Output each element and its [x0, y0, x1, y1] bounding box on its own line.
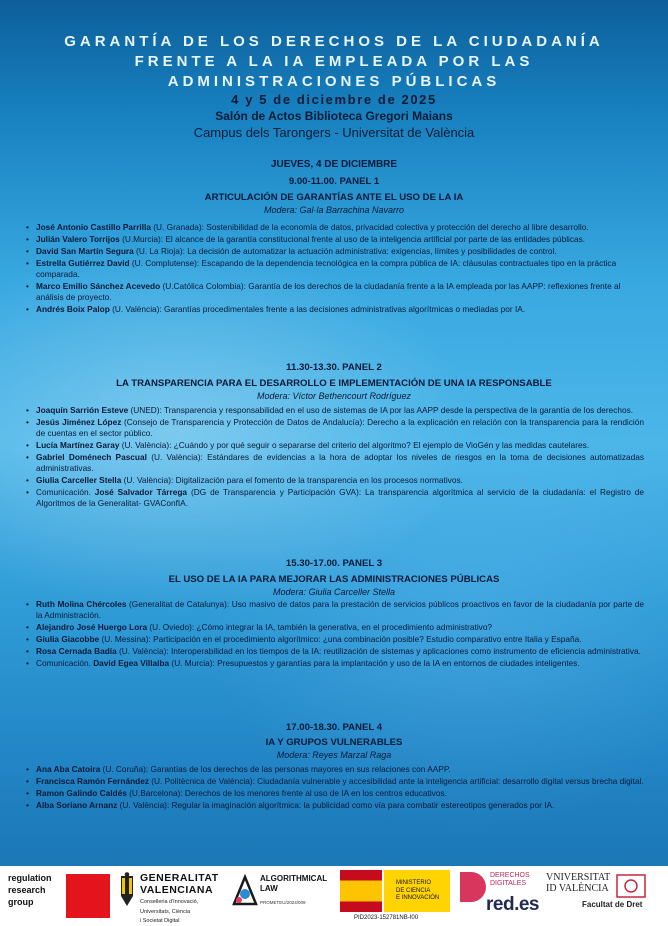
panel-time: 17.00-18.30. PANEL 4 — [285, 722, 383, 733]
panel-3-header — [0, 557, 668, 599]
panel-title: EL USO DE LA IA PARA MEJORAR LAS ADMINISTRACIONES PÚBLICAS — [168, 574, 500, 585]
ministerio-ciencia-logo — [340, 868, 452, 914]
panel-time: 9.00-11.00. PANEL 1 — [288, 176, 380, 187]
gv-crest-icon — [118, 872, 136, 912]
panel-moderator: Modera: Giulia Carceller Stella — [272, 587, 396, 597]
speaker-item: • Alba Soriano Arnanz (U. València): Regular la imaginación algorítmica: la publicidad como vía para combatir estereotipos generados por IA. — [24, 800, 644, 811]
panel-4-speakers — [24, 764, 644, 812]
panel-2-speakers — [24, 405, 644, 510]
speaker-item: • Francisca Ramón Fernández (U. Politècnica de València): Ciudadanía vulnerable y accesibilidad ante la inteligencia artificial: desarrollo digital versus brecha digital. — [24, 776, 644, 787]
event-campus: Campus dels Tarongers - Universitat de València — [193, 125, 475, 140]
panel-1-header — [0, 158, 668, 217]
ministerio-label: MINISTERIO DE CIENCIA E INNOVACIÓN — [384, 870, 450, 912]
panel-4-header — [0, 721, 668, 762]
title-line-3: ADMINISTRACIONES PÚBLICAS — [167, 73, 501, 90]
speaker-item: • Julián Valero Torrijos (U.Murcia): El alcance de la garantía constitucional frente al uso de la inteligencia artificial por parte de las entidades públicas. — [24, 234, 644, 245]
title-line-2: FRENTE A LA IA EMPLEADA POR LAS — [134, 53, 534, 70]
panel-moderator: Modera: Gal·la Barrachina Navarro — [263, 205, 405, 215]
speaker-item: • Giulia Carceller Stella (U. València): Digitalización para el fomento de la transparencia en los procesos normativos. — [24, 475, 644, 486]
speaker-item: • Comunicación. José Salvador Tárrega (DG de Transparencia y Participación GVA): La transparencia algorítmica al servicio de la ciudadanía: el Registro de Algoritmos de la Generalitat- GVAConfIA. — [24, 487, 644, 509]
speaker-item: • Marco Emilio Sánchez Acevedo (U.Católica Colombia): Garantía de los derechos de la ciudadanía frente a la IA empleada por las AAPP: reflexiones frente al análisis de proyecto. — [24, 281, 644, 303]
panel-time: 11.30-13.30. PANEL 2 — [286, 362, 382, 373]
speaker-item: • Comunicación. David Egea Villalba (U. Murcia): Presupuestos y garantías para la implantación y uso de la IA en entornos de ciudades inteligentes. — [24, 658, 644, 669]
panel-2-header — [0, 361, 668, 403]
generalitat-valenciana-logo: GENERALITAT VALENCIANA Conselleria d'Innovació, Universitats, Ciència i Societat Digital — [118, 872, 219, 925]
sponsor-footer — [0, 866, 668, 926]
panel-title: LA TRANSPARENCIA PARA EL DESARROLLO E IMPLEMENTACIÓN DE UNA IA RESPONSABLE — [116, 378, 552, 389]
speaker-item: • Jesús Jiménez López (Consejo de Transparencia y Protección de Datos de Andalucía): Derecho a la explicación en relación con la transparencia para la rendición de cuentas en el sector público. — [24, 417, 644, 439]
algorithmical-law-logo: ALGORITHMICAL LAW PROMETEU/2024/009 — [232, 874, 327, 905]
panel-moderator: Modera: Reyes Marzal Raga — [276, 750, 392, 760]
speaker-item: • Andrés Boix Palop (U. València): Garantías procedimentales frente a las decisiones administrativas algorítmicas o mediadas por IA. — [24, 304, 644, 315]
speaker-item: • Joaquín Sarrión Esteve (UNED): Transparencia y responsabilidad en el uso de sistemas de IA por las AAPP desde la perspectiva de la garantía de los derechos. — [24, 405, 644, 416]
speaker-item: • Gabriel Doménech Pascual (U. València): Estándares de evidencias a la hora de adoptar los niveles de riesgos en la toma de decisiones automatizadas administrativas. — [24, 452, 644, 474]
speaker-item: • Lucía Martínez Garay (U. València): ¿Cuándo y por qué seguir o separarse del criterio del algoritmo? El ejemplo de VioGén y las medidas cautelares. — [24, 440, 644, 451]
day-heading: JUEVES, 4 DE DICIEMBRE — [270, 159, 398, 170]
project-id: PID2023-152781NB-I00 — [354, 915, 419, 921]
regulation-research-group-logo: regulation research group — [8, 873, 52, 907]
algorithmical-law-icon — [232, 874, 258, 908]
red-es-logo: DERECHOS DIGITALES red.es — [460, 870, 540, 922]
panel-3-speakers — [24, 599, 644, 670]
event-title — [0, 32, 668, 92]
speaker-item: • Rosa Cernada Badía (U. València): Interoperabilidad en los tiempos de la IA: reutilización de sistemas y aplicaciones como instrumento de eficiencia administrativa. — [24, 646, 644, 657]
derechos-digitales-icon — [460, 872, 486, 902]
speaker-item: • Estrella Gutiérrez David (U. Complutense): Escapando de la dependencia tecnológica en la compra pública de IA: cláusulas contractuales tipo en la práctica comparada. — [24, 258, 644, 280]
speaker-item: • José Antonio Castillo Parrilla (U. Granada): Sostenibilidad de la economía de datos, privacidad colectiva y protección del derecho al libre desarrollo. — [24, 222, 644, 233]
speaker-item: • David San Martín Segura (U. La Rioja): La decisión de automatizar la actuación administrativa: exigencias, límites y posibilidades de control. — [24, 246, 644, 257]
panel-1-speakers — [24, 222, 644, 316]
event-dates: 4 y 5 de diciembre de 2025 — [231, 92, 437, 107]
event-venue: Salón de Actos Biblioteca Gregori Maians — [215, 109, 453, 123]
panel-title: IA Y GRUPOS VULNERABLES — [265, 737, 403, 748]
speaker-item: • Ruth Molina Chércoles (Generalitat de Catalunya): Uso masivo de datos para la prestación de servicios públicos proactivos en favor de la ciudadanía por parte de la Administración. — [24, 599, 644, 621]
red-square-logo — [66, 874, 110, 918]
speaker-item: • Ramon Galindo Caldés (U.Barcelona): Derechos de los menores frente al uso de IA en los centros educativos. — [24, 788, 644, 799]
panel-time: 15.30-17.00. PANEL 3 — [285, 558, 383, 569]
universitat-valencia-logo: VNIVERSITAT ID VALÈNCIA Facultat de Dret — [546, 872, 642, 909]
panel-moderator: Modera: Víctor Bethencourt Rodríguez — [256, 391, 412, 401]
spain-crest-icon — [340, 870, 382, 912]
uv-seal-icon — [616, 874, 646, 900]
panel-title: ARTICULACIÓN DE GARANTÍAS ANTE EL USO DE LA IA — [204, 192, 464, 203]
title-line-1: GARANTÍA DE LOS DERECHOS DE LA CIUDADANÍA — [64, 33, 604, 50]
speaker-item: • Giulia Giacobbe (U. Messina): Participación en el procedimiento algorítmico: ¿una combinación posible? Estudio comparativo entre Italia y España. — [24, 634, 644, 645]
speaker-item: • Alejandro José Huergo Lora (U. Oviedo): ¿Cómo integrar la IA, también la generativa, en el procedimiento administrativo? — [24, 622, 644, 633]
speaker-item: • Ana Aba Catoira (U. Coruña): Garantías de los derechos de las personas mayores en sus relaciones con AAPP. — [24, 764, 644, 775]
